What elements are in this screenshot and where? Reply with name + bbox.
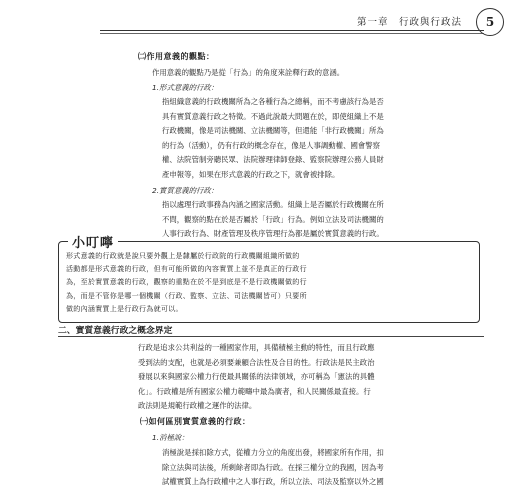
tip-line: 為，而是不管你是哪一個機關（行政、監察、立法、司法機關皆可）只要所 (66, 291, 307, 300)
tip-line: 為，至於實質意義的行政，觀察的重點在於不是到底是不是行政機關做的行 (66, 278, 307, 287)
section-2-body (138, 341, 375, 414)
paragraph-line: 行政是追求公共利益的一種國家作用，具備積極主動的特性，而且行政應 (138, 343, 375, 352)
negative-theory-body (162, 446, 384, 490)
paragraph-line: 的行為（活動），仍有行政的概念存在，像是人事調動權、國會警察 (162, 140, 381, 150)
tip-line: 活動都是形式意義的行政，但有可能所做的內容實質上並不是真正的行政行 (66, 265, 307, 274)
substantive-admin-body (162, 198, 384, 242)
paragraph-line: 化」。行政權是所有國家公權力範疇中最為廣者，和人民關係最直接。行 (138, 386, 371, 396)
paragraph-line: 產申報等，如果在形式意義的行政之下，就會被排除。 (162, 169, 340, 179)
tip-line: 形式意義的行政就是說只要外觀上是隸屬於行政院的行政機關組織所做的 (66, 252, 300, 260)
paragraph-line: 政法則是規範行政權之運作的法律。 (138, 401, 257, 411)
header-rule-thin (100, 33, 484, 34)
paragraph-line: 不問，觀察的點在於是否屬於「行政」行為。例如立法及司法機關的 (162, 214, 384, 224)
tip-box-title: 小叮嚀 (68, 232, 118, 251)
paragraph-line: 行政機關，像是司法機關、立法機關等，但還能「非行政機關」所為 (162, 126, 384, 136)
paragraph-line: 指以處理行政事務為內涵之國家活動。組織上是否屬於行政機關在所 (162, 200, 384, 209)
paragraph-line: 發展以來與國家公權力行使最具關係的法律領域，亦可稱為「憲法的具體 (138, 372, 375, 382)
page-number: 5 (476, 8, 504, 36)
chapter-header: 第一章 行政與行政法 (356, 17, 462, 28)
paragraph-line: 受到法的支配，也就是必須要兼顧合法性及合目的性。行政法是民主政治 (138, 357, 375, 367)
section-b-heading: ㈡作用意義的觀點： (138, 52, 215, 61)
paragraph-line: 權、法院管制旁聽民眾、法院辦理律師登錄、監察院辦理公務人員財 (162, 155, 384, 165)
negative-theory-title: 1.消極說： (152, 433, 189, 442)
formal-admin-body (162, 95, 384, 183)
formal-admin-title: 1.形式意義的行政： (152, 83, 219, 92)
paragraph-line: 試權實質上為行政權中之人事行政，所以立法、司法及監察以外之國 (162, 477, 384, 487)
distinguish-heading: ㈠如何區別實質意義的行政： (140, 417, 251, 426)
section-2-heading: 二、實質意義行政之概念界定 (58, 326, 173, 336)
paragraph-line: 消極說是採扣除方式，從權力分立的角度出發，將國家所有作用，扣 (162, 448, 384, 457)
paragraph-line: 具有實質意義行政之特徵。不過此說最大問題在於，即使組織上不是 (162, 111, 384, 121)
tip-box-body (66, 250, 307, 316)
substantive-admin-title: 2.實質意義的行政： (152, 186, 219, 195)
section-2-rule (58, 336, 484, 337)
paragraph-line: 除立法與司法後，所剩餘者即為行政。在採三權分立的我國，因為考 (162, 462, 384, 472)
tip-line: 做的內涵實質上是行政行為就可以。 (66, 304, 183, 313)
paragraph-line: 人事行政行為、財產管理及秩序管理行為都是屬於實質意義的行政。 (162, 229, 384, 239)
section-b-intro: 作用意義的觀點乃是從「行為」的角度來詮釋行政的意涵。 (152, 68, 345, 77)
paragraph-line: 指組織意義的行政機關所為之各種行為之總稱，而不考慮該行為是否 (162, 97, 384, 106)
header-rule (100, 30, 484, 31)
